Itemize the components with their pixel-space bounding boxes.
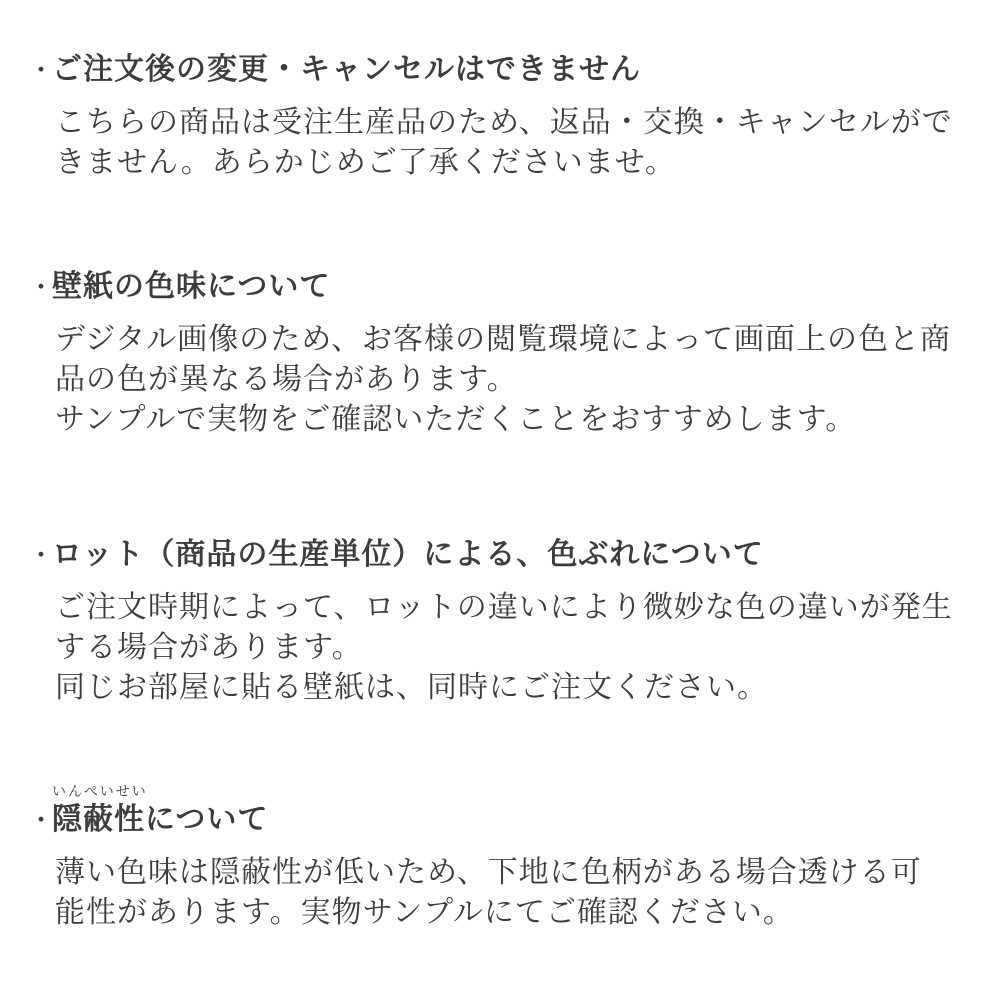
bullet-icon: ・ — [28, 540, 55, 570]
body-line: 品の色が異なる場合があります。 — [55, 363, 518, 396]
section-heading-row — [28, 535, 1000, 575]
section-heading-row — [28, 50, 1000, 90]
section-heading: 隠蔽性について — [52, 803, 269, 836]
section-heading-row — [28, 800, 1000, 840]
note-section-cancel-policy — [0, 50, 1000, 183]
section-body — [55, 320, 1000, 440]
bullet-icon: ・ — [28, 805, 55, 835]
section-body — [55, 853, 1000, 933]
section-heading-row — [28, 267, 1000, 307]
body-line: 薄い色味は隠蔽性が低いため、下地に色柄がある場合透ける可 — [55, 856, 922, 889]
body-line: デジタル画像のため、お客様の閲覧環境によって画面上の色と商 — [55, 323, 951, 356]
body-line: きません。あらかじめご了承くださいませ。 — [55, 146, 676, 179]
section-body — [55, 588, 1000, 708]
bullet-icon: ・ — [28, 55, 55, 85]
note-section-opacity — [0, 782, 1000, 933]
section-heading: 壁紙の色味について — [52, 270, 331, 303]
body-line: こちらの商品は受注生産品のため、返品・交換・キャンセルがで — [55, 106, 953, 139]
section-heading: ご注文後の変更・キャンセルはできません — [52, 53, 641, 86]
body-line: ご注文時期によって、ロットの違いにより微妙な色の違いが発生 — [55, 591, 953, 624]
section-body — [55, 103, 1000, 183]
furigana-label: いんぺいせい — [52, 783, 148, 799]
note-section-lot-variation — [0, 535, 1000, 708]
body-line: 同じお部屋に貼る壁紙は、同時にご注文ください。 — [55, 671, 768, 704]
note-section-color-appearance — [0, 267, 1000, 440]
body-line: サンプルで実物をご確認いただくことをおすすめします。 — [55, 403, 857, 436]
body-line: 能性があります。実物サンプルにてご確認ください。 — [55, 896, 794, 929]
bullet-icon: ・ — [28, 272, 55, 302]
body-line: する場合があります。 — [55, 631, 363, 664]
section-heading: ロット（商品の生産単位）による、色ぶれについて — [52, 538, 764, 571]
